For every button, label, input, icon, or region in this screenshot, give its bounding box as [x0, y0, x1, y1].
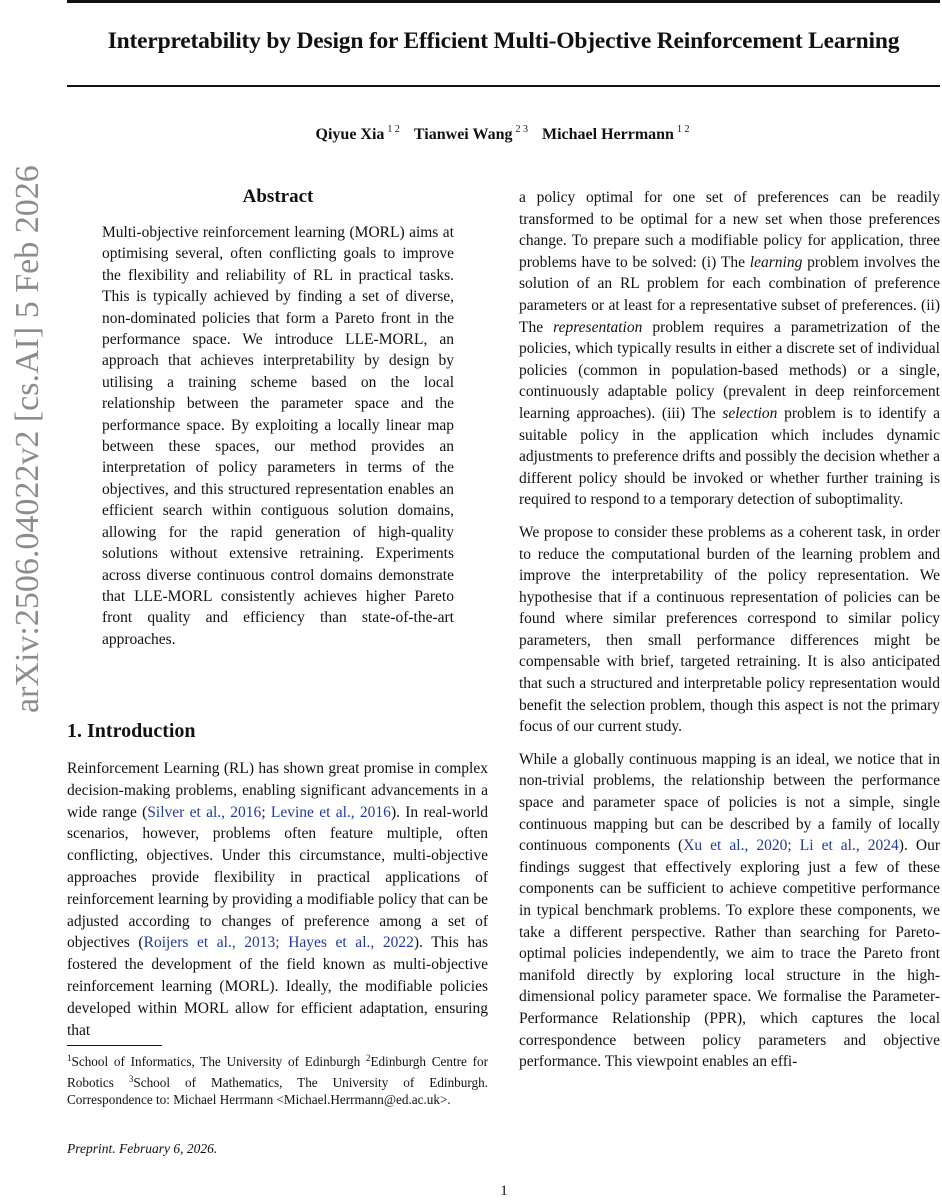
- citation-link[interactable]: Li et al., 2024: [799, 837, 899, 855]
- arxiv-stamp: arXiv:2506.04022v2 [cs.AI] 5 Feb 2026: [9, 165, 46, 713]
- abstract-heading: Abstract: [242, 186, 314, 207]
- author-list: [0, 124, 942, 144]
- citation-link[interactable]: Silver et al., 2016: [147, 803, 262, 821]
- top-rule: [67, 0, 940, 3]
- paper-title: Interpretability by Design for Efficient Multi-Objective Reinforcement Learning: [107, 28, 900, 54]
- citation-link[interactable]: Roijers et al., 2013: [143, 934, 276, 952]
- citation-link[interactable]: Levine et al., 2016: [270, 803, 391, 821]
- paragraph: a policy optimal for one set of preferences can be readily transformed to be optimal for a new set when those preferences change. To prepare such a modifiable policy for application, three problems have to be solved: (i) The learning problem involves the solution of an RL problem for each combination of preference parameters or at least for a representative subset of preferences. (ii) The representation problem requires a parametrization of the policies, which typically results in either a discrete set of individual policies (common in population-based methods) or a single, continuously adaptable policy (prevalent in deep reinforcement learning approaches). (iii) The selection problem is to identify a suitable policy in the application which includes dynamic adjustments to preference drifts and possibly the decision whether a different policy should be invoked or whether further training is required to respond to a temporary detection of suboptimality.: [519, 189, 941, 509]
- intro-paragraph: Reinforcement Learning (RL) has shown great promise in complex decision-making problems, enabling significant advancements in a wide range (Silver et al., 2016; Levine et al., 2016). In real-world scenarios, however, problems often feature multiple, often conflicting, objectives. Under this circumstance, multi-objective approaches provide flexibility in practical applications of reinforcement learning by providing a modifiable policy that can be adjusted according to changes of preference among a set of objectives (Roijers et al., 2013; Hayes et al., 2022). This has fostered the development of the field known as multi-objective reinforcement learning (MORL). Ideally, the modifiable policies developed within MORL allow for efficient adaptation, ensuring that: [67, 760, 489, 1039]
- footnotes: $^1$School of Informatics, The University of Edinburgh $^2$Edinburgh Centre for Robotics $^3$School of Mathematics, The University of Edinburgh. Correspondence to: Michael Herrmann <Michael.Herrmann@ed.ac.uk>.: [67, 1053, 489, 1107]
- right-column: [519, 187, 940, 1073]
- citation-link[interactable]: Hayes et al., 2022: [288, 934, 414, 952]
- preprint-date: Preprint. February 6, 2026.: [67, 1141, 218, 1156]
- section-heading-introduction: 1. Introduction: [67, 720, 196, 742]
- paragraph: We propose to consider these problems as a coherent task, in order to reduce the computational burden of the learning problem and improve the interpretability of the policy representation. We hypothesise that if a continuous representation of policies can be found where similar preferences correspond to similar policy parameters, then small performance differences might be compensable with brief, targeted retraining. It is also anticipated that such a structured and interpretable policy representation would benefit the selection problem, though this aspect is not the primary focus of our current study.: [519, 523, 940, 736]
- author: Qiyue Xia $^{1 2}$: [315, 124, 400, 143]
- page-number: 1: [500, 1183, 508, 1199]
- author: Michael Herrmann $^{1 2}$: [541, 124, 690, 143]
- title-rule: [67, 85, 940, 87]
- author: Tianwei Wang $^{2 3}$: [413, 124, 528, 143]
- footnote-rule: [67, 1045, 162, 1046]
- paragraph: While a globally continuous mapping is an ideal, we notice that in non-trivial problems, the relationship between the performance space and parameter space of policies is not a simple, single continuous mapping but can be described by a family of locally continuous components (Xu et al., 2020; Li et al., 2024). Our findings suggest that effectively exploring just a few of these components can be sufficient to achieve competitive performance in typical benchmark problems. To explore these components, we take a different perspective. Rather than searching for Pareto-optimal policies independently, we aim to trace the Pareto front manifold directly by exploring local structure in the high-dimensional policy parameter space. We formalise the Parameter-Performance Relationship (PPR), which captures the local correspondence between policy parameters and objective performance. This viewpoint enables an effi-: [519, 750, 940, 1071]
- abstract-text: Multi-objective reinforcement learning (MORL) aims at optimising several, often conflicting goals to improve the flexibility and reliability of RL in practical tasks. This is typically achieved by finding a set of diverse, non-dominated policies that form a Pareto front in the performance space. We introduce LLE-MORL, an approach that achieves interpretability by design by utilising a training scheme based on the local relationship between the parameter space and the performance space. By exploiting a locally linear map between these spaces, our method provides an interpretation of policy parameters in terms of the objectives, and this structured representation enables an efficient search within contiguous solution domains, allowing for the rapid generation of high-quality solutions without extensive retraining. Experiments across diverse continuous control domains demonstrate that LLE-MORL consistently achieves higher Pareto front quality and efficiency than state-of-the-art approaches.: [102, 224, 454, 648]
- citation-link[interactable]: Xu et al., 2020: [683, 837, 788, 855]
